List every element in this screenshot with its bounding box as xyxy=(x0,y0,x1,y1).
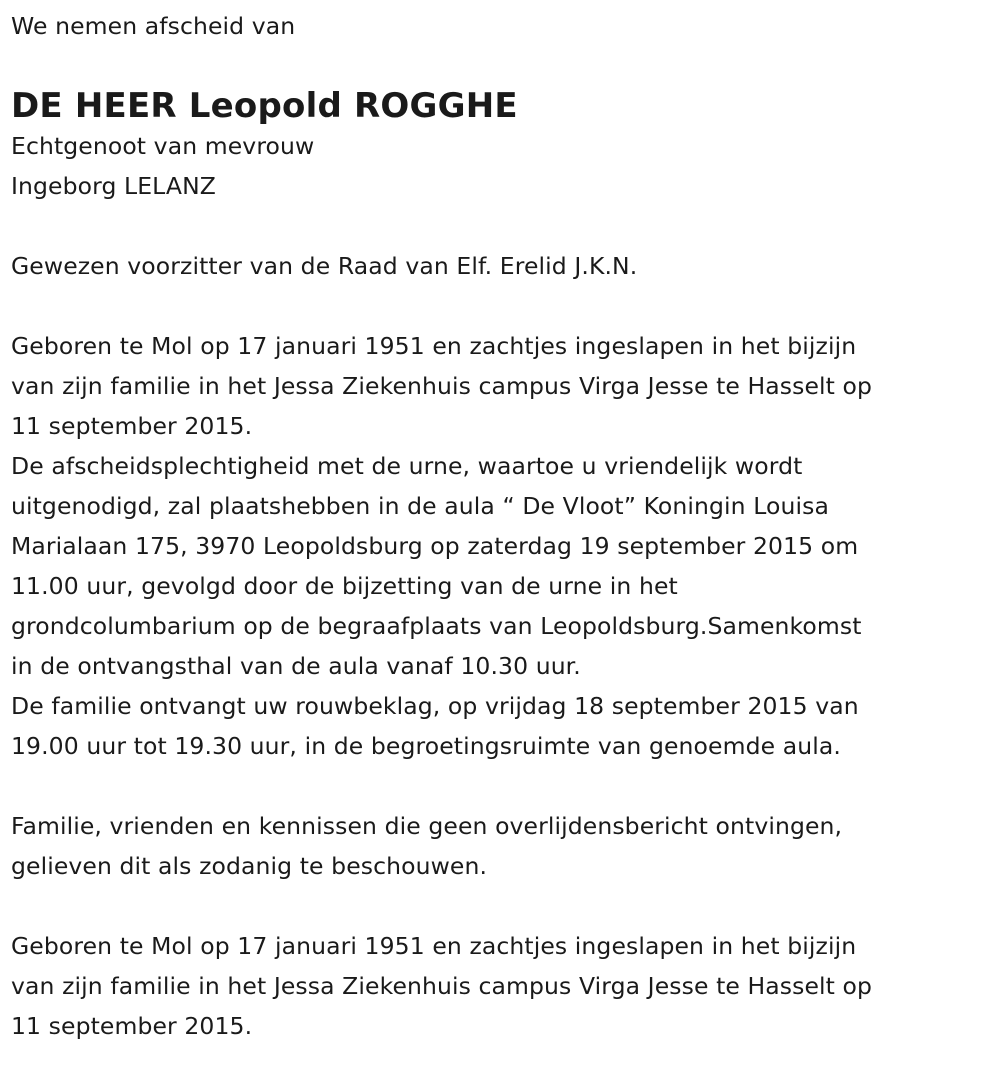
details-line-5: uitgenodigd, zal plaatshebben in de aula “ De Vloot” Koningin Louisa xyxy=(11,492,829,520)
details-paragraph xyxy=(11,326,991,766)
deceased-name: DE HEER Leopold ROGGHE xyxy=(11,86,518,126)
repeat-line-3: 11 september 2015. xyxy=(11,1012,253,1040)
repeat-line-1: Geboren te Mol op 17 januari 1951 en zachtjes ingeslapen in het bijzijn xyxy=(11,932,857,960)
family-note-line-2: gelieven dit als zodanig te beschouwen. xyxy=(11,852,488,880)
role-line: Gewezen voorzitter van de Raad van Elf. Erelid J.K.N. xyxy=(11,252,638,280)
details-line-11: 19.00 uur tot 19.30 uur, in de begroetingsruimte van genoemde aula. xyxy=(11,732,841,760)
details-line-4: De afscheidsplechtigheid met de urne, waartoe u vriendelijk wordt xyxy=(11,452,803,480)
spouse-line-2: Ingeborg LELANZ xyxy=(11,172,216,200)
details-line-2: van zijn familie in het Jessa Ziekenhuis campus Virga Jesse te Hasselt op xyxy=(11,372,873,400)
details-line-9: in de ontvangsthal van de aula vanaf 10.30 uur. xyxy=(11,652,581,680)
details-line-6: Marialaan 175, 3970 Leopoldsburg op zaterdag 19 september 2015 om xyxy=(11,532,859,560)
spouse-line-1: Echtgenoot van mevrouw xyxy=(11,132,315,160)
details-line-10: De familie ontvangt uw rouwbeklag, op vrijdag 18 september 2015 van xyxy=(11,692,859,720)
details-line-7: 11.00 uur, gevolgd door de bijzetting van de urne in het xyxy=(11,572,678,600)
repeat-paragraph xyxy=(11,926,991,1046)
family-note-paragraph xyxy=(11,806,991,886)
family-note-line-1: Familie, vrienden en kennissen die geen overlijdensbericht ontvingen, xyxy=(11,812,843,840)
details-line-8: grondcolumbarium op de begraafplaats van Leopoldsburg.Samenkomst xyxy=(11,612,862,640)
details-line-3: 11 september 2015. xyxy=(11,412,253,440)
intro-line: We nemen afscheid van xyxy=(11,12,296,40)
obituary-notice xyxy=(11,8,991,1046)
repeat-line-2: van zijn familie in het Jessa Ziekenhuis campus Virga Jesse te Hasselt op xyxy=(11,972,873,1000)
details-line-1: Geboren te Mol op 17 januari 1951 en zachtjes ingeslapen in het bijzijn xyxy=(11,332,857,360)
